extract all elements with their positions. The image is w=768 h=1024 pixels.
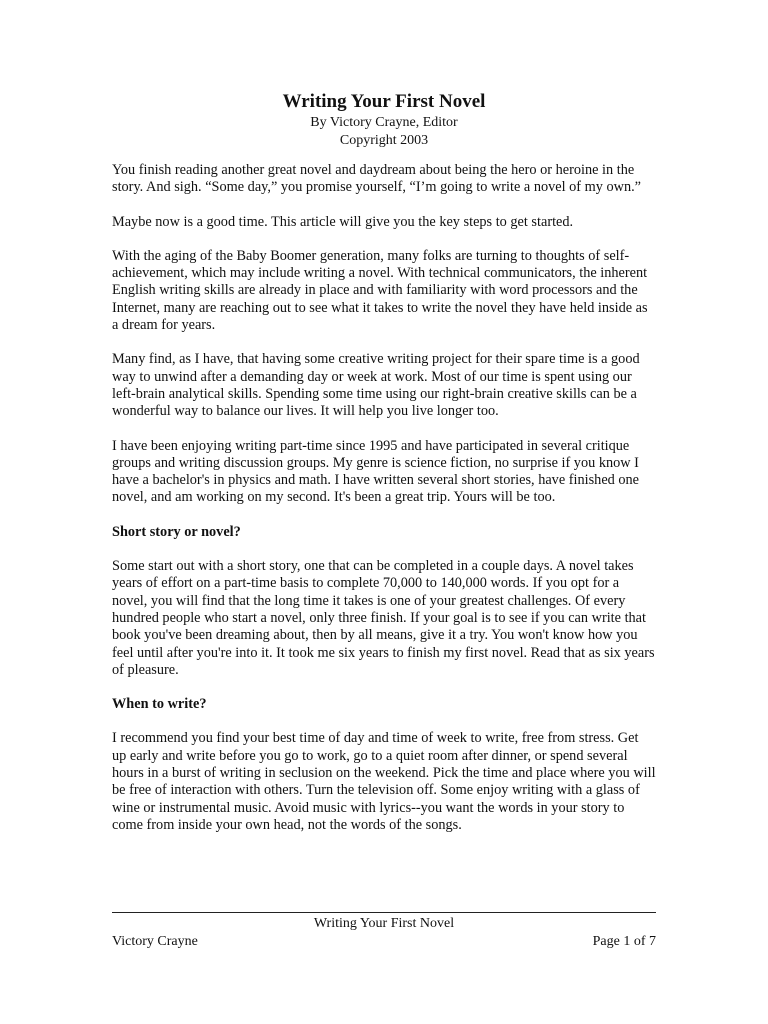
paragraph: Many find, as I have, that having some creative writing project for their spare time is a good way to unwind after a demanding day or week at work. Most of our time is spent using our left-brain analytical skills. Spending some time using our right-brain creative skills can be a wonderful way to balance our lives. It will help you live longer too. [112,351,640,420]
page-footer [112,912,656,951]
footer-row [112,933,656,951]
paragraph: You finish reading another great novel and daydream about being the hero or heroine in the story. And sigh. “Some day,” you promise yourself, “I’m going to write a novel of my own.” [112,162,642,196]
document-body [112,162,656,834]
footer-author: Victory Crayne [112,934,198,949]
paragraph: Some start out with a short story, one that can be completed in a couple days. A novel takes years of effort on a part-time basis to complete 70,000 to 140,000 words. If you opt for a novel, you will find that the long time it takes is one of your greatest challenges. Of every hundred people who start a novel, only three finish. If your goal is to see if you can write that book you've been dreaming about, then by all means, give it a try. You won't know how you feel until after you're into it. It took me six years to finish my first novel. Read that as six years of pleasure. [112,558,655,678]
paragraph: With the aging of the Baby Boomer generation, many folks are turning to thoughts of self-achievement, which may include writing a novel. With technical communicators, the inherent English writing skills are already in place and with familiarity with word processors and the Internet, many are reaching out to see what it takes to write the novel they have held inside as a dream for years. [112,247,648,334]
copyright-line: Copyright 2003 [339,133,429,148]
footer-title: Writing Your First Novel [313,916,455,931]
byline: By Victory Crayne, Editor [310,115,458,130]
document-header [112,0,656,150]
page-number: Page 1 of 7 [592,934,656,949]
section-heading: Short story or novel? [112,523,241,540]
paragraph: I recommend you find your best time of day and time of week to write, free from stress. Get up early and write before you go to work, go to a quiet room after dinner, or spend several hours in a burst of writing in seclusion on the weekend. Pick the time and place where you will be free of interaction with others. Turn the television off. Some enjoy writing with a glass of wine or instrumental music. Avoid music with lyrics--you want the words in your story to come from inside your own head, not the words of the songs. [112,730,656,833]
paragraph: Maybe now is a good time. This article will give you the key steps to get started. [112,213,574,230]
paragraph: I have been enjoying writing part-time since 1995 and have participated in several critique groups and writing discussion groups. My genre is science fiction, no surprise if you know I have a bachelor's in physics and math. I have written several short stories, have finished one novel, and am working on my second. It's been a great trip. Yours will be too. [112,437,640,506]
document-title: Writing Your First Novel [282,91,486,112]
section-heading: When to write? [112,696,207,713]
